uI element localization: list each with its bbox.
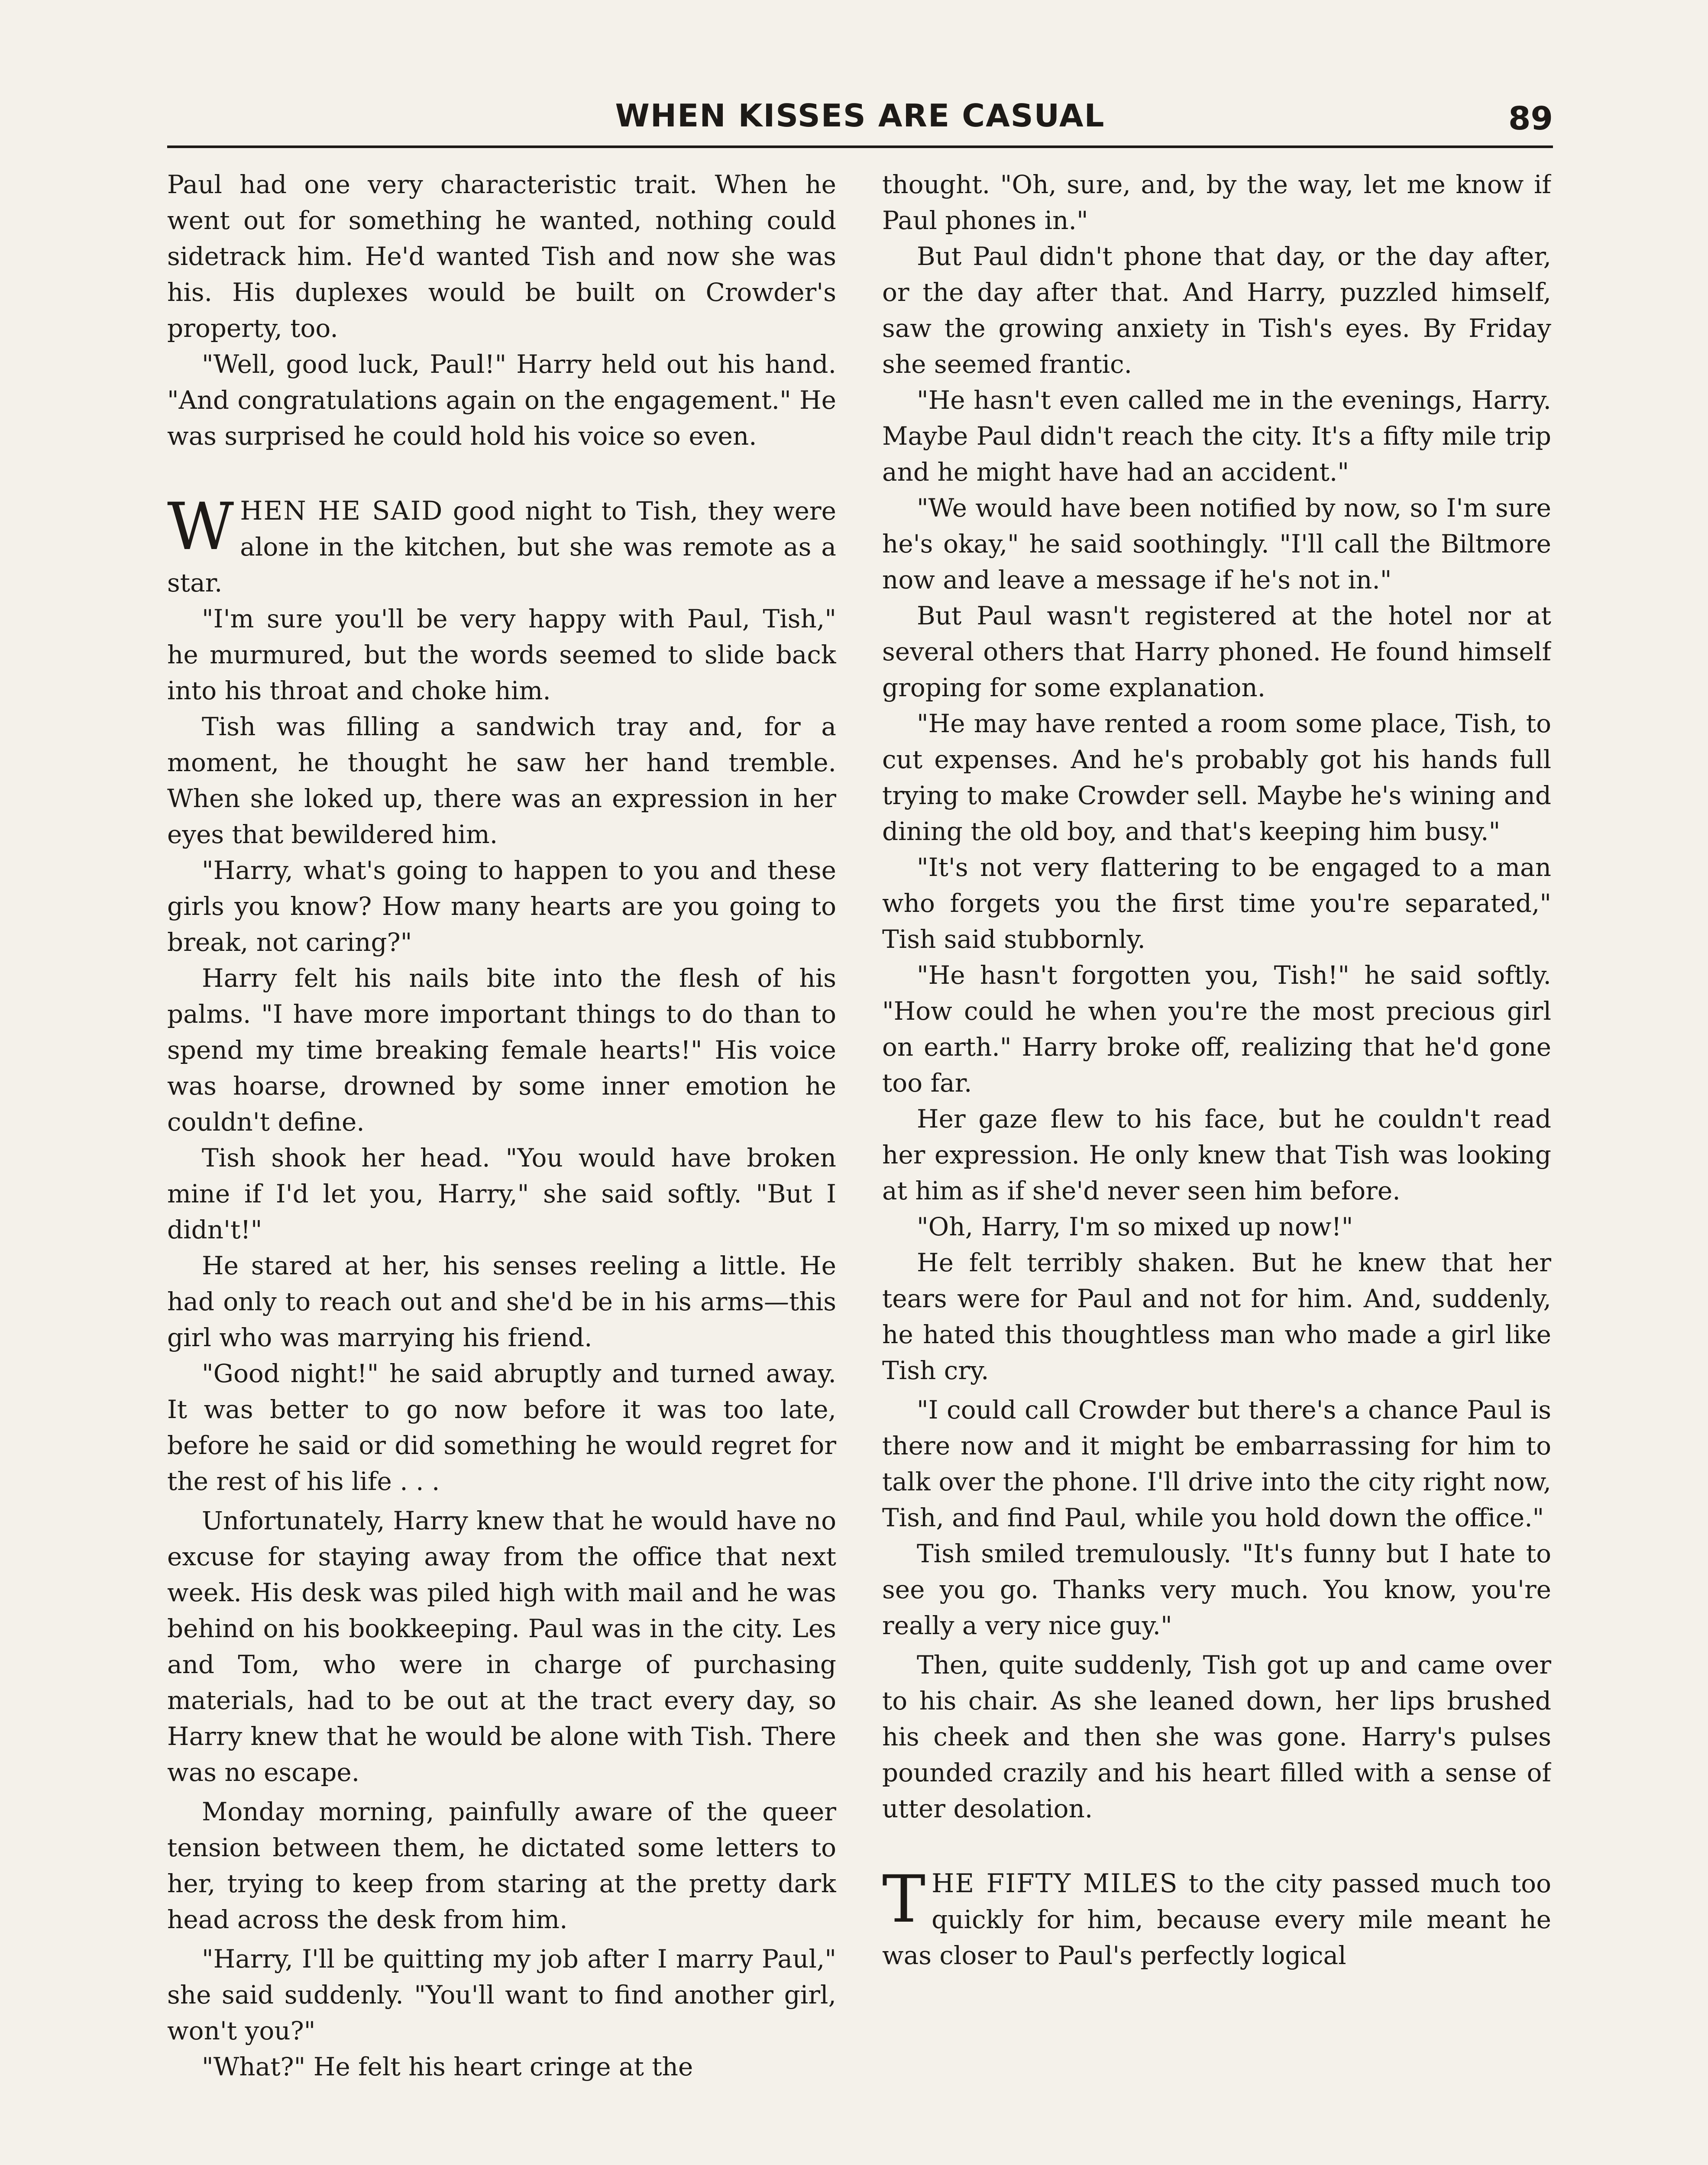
paragraph: Her gaze flew to his face, but he couldn't read her expression. He only knew that Tish was looking at him as if she'd never seen him before. bbox=[882, 1104, 1551, 1205]
paragraph: He felt terribly shaken. But he knew that her tears were for Paul and not for him. And, suddenly, he hated this thoughtless man who made a girl like Tish cry. bbox=[882, 1248, 1551, 1385]
paragraph: "He may have rented a room some place, Tish, to cut expenses. And he's probably got his hands full trying to make Crowder sell. Maybe he's wining and dining the old boy, and that's keeping him busy." bbox=[882, 709, 1551, 846]
page-number: 89 bbox=[1508, 100, 1553, 137]
left-column bbox=[167, 167, 836, 2165]
right-column bbox=[882, 167, 1551, 2165]
paragraph: Harry felt his nails bite into the flesh of his palms. "I have more important things to do than to spend my time breaking female hearts!" His voice was hoarse, drowned by some inner emotion he couldn't define. bbox=[167, 963, 836, 1137]
page-header bbox=[167, 97, 1553, 149]
paragraph: thought. "Oh, sure, and, by the way, let me know if Paul phones in." bbox=[882, 170, 1551, 235]
header-rule bbox=[167, 145, 1553, 148]
paragraph: "Good night!" he said abruptly and turned away. It was better to go now before it was too late, before he said or did something he would regret for the rest of his life . . . bbox=[167, 1359, 836, 1496]
section-opening-paragraph bbox=[167, 489, 836, 601]
paragraph: "What?" He felt his heart cringe at the bbox=[202, 2052, 693, 2081]
paragraph: Unfortunately, Harry knew that he would have no excuse for staying away from the office that next week. His desk was piled high with mail and he was behind on his bookkeeping. Paul was in the city. Les and Tom, who were in charge of purchasing materials, had to be out at the tract every day, so Harry knew that he would be alone with Tish. There was no escape. bbox=[167, 1506, 836, 1787]
paragraph: "Well, good luck, Paul!" Harry held out his hand. "And congratulations again on the engagement." He was surprised he could hold his voice so even. bbox=[167, 349, 836, 451]
paragraph: "Harry, what's going to happen to you and these girls you know? How many hearts are you going to break, not caring?" bbox=[167, 856, 836, 957]
paragraph: "Oh, Harry, I'm so mixed up now!" bbox=[917, 1212, 1353, 1241]
paragraph: "I could call Crowder but there's a chance Paul is there now and it might be embarrassing for him to talk over the phone. I'll drive into the city right now, Tish, and find Paul, while you hold down the office." bbox=[882, 1395, 1551, 1532]
lead-in-caps: HE FIFTY MILES bbox=[932, 1868, 1178, 1899]
drop-cap: W bbox=[167, 489, 234, 565]
drop-cap: T bbox=[882, 1862, 926, 1937]
paragraph: "He hasn't even called me in the evenings, Harry. Maybe Paul didn't reach the city. It's a fifty mile trip and he might have had an accident." bbox=[882, 385, 1551, 487]
paragraph: "Harry, I'll be quitting my job after I marry Paul," she said suddenly. "You'll want to find another girl, won't you?" bbox=[167, 1944, 836, 2045]
lead-in-text: to the city passed much too quickly for him, because every mile meant he was closer to Paul's perfectly logical bbox=[882, 1869, 1551, 1970]
lead-in-caps: HEN HE SAID bbox=[240, 496, 443, 526]
paragraph: Tish smiled tremulously. "It's funny but I hate to see you go. Thanks very much. You know, you're really a very nice guy." bbox=[882, 1539, 1551, 1640]
paragraph: Tish shook her head. "You would have broken mine if I'd let you, Harry," she said softly. "But I didn't!" bbox=[167, 1143, 836, 1244]
paragraph: "He hasn't forgotten you, Tish!" he said softly. "How could he when you're the most precious girl on earth." Harry broke off, realizing that he'd gone too far. bbox=[882, 960, 1551, 1098]
lead-in-text: good night to Tish, bbox=[443, 496, 699, 526]
running-title: WHEN KISSES ARE CASUAL bbox=[615, 97, 1105, 134]
paragraph: Tish was filling a sandwich tray and, for a moment, he thought he saw her hand tremble. When she loked up, there was an expression in her eyes that bewildered him. bbox=[167, 712, 836, 849]
paragraph: "It's not very flattering to be engaged to a man who forgets you the first time you're separated," Tish said stubbornly. bbox=[882, 853, 1551, 954]
section-opening-paragraph bbox=[882, 1862, 1551, 1974]
paragraph: "I'm sure you'll be very happy with Paul, Tish," he murmured, but the words seemed to slide back into his throat and choke him. bbox=[167, 604, 836, 705]
paragraph-continuation: they were alone in the kitchen, but she was remote as a star. bbox=[167, 496, 836, 598]
paragraph: But Paul didn't phone that day, or the day after, or the day after that. And Harry, puzzled himself, saw the growing anxiety in Tish's eyes. By Friday she seemed frantic. bbox=[882, 242, 1551, 379]
paragraph: He stared at her, his senses reeling a little. He had only to reach out and she'd be in his arms—this girl who was marrying his friend. bbox=[167, 1251, 836, 1352]
paragraph: But Paul wasn't registered at the hotel nor at several others that Harry phoned. He found himself groping for some explanation. bbox=[882, 601, 1551, 702]
paragraph: Then, quite suddenly, Tish got up and came over to his chair. As she leaned down, her lips brushed his cheek and then she was gone. Harry's pulses pounded crazily and his heart filled with a sense of utter desolation. bbox=[882, 1650, 1551, 1823]
paragraph: Monday morning, painfully aware of the queer tension between them, he dictated some letters to her, trying to keep from staring at the pretty dark head across the desk from him. bbox=[167, 1797, 836, 1934]
paragraph: "We would have been notified by now, so I'm sure he's okay," he said soothingly. "I'll call the Biltmore now and leave a message if he's not in." bbox=[882, 493, 1551, 595]
paragraph: Paul had one very characteristic trait. When he went out for something he wanted, nothing could sidetrack him. He'd wanted Tish and now she was his. His duplexes would be built on Crowder's property, too. bbox=[167, 170, 836, 343]
